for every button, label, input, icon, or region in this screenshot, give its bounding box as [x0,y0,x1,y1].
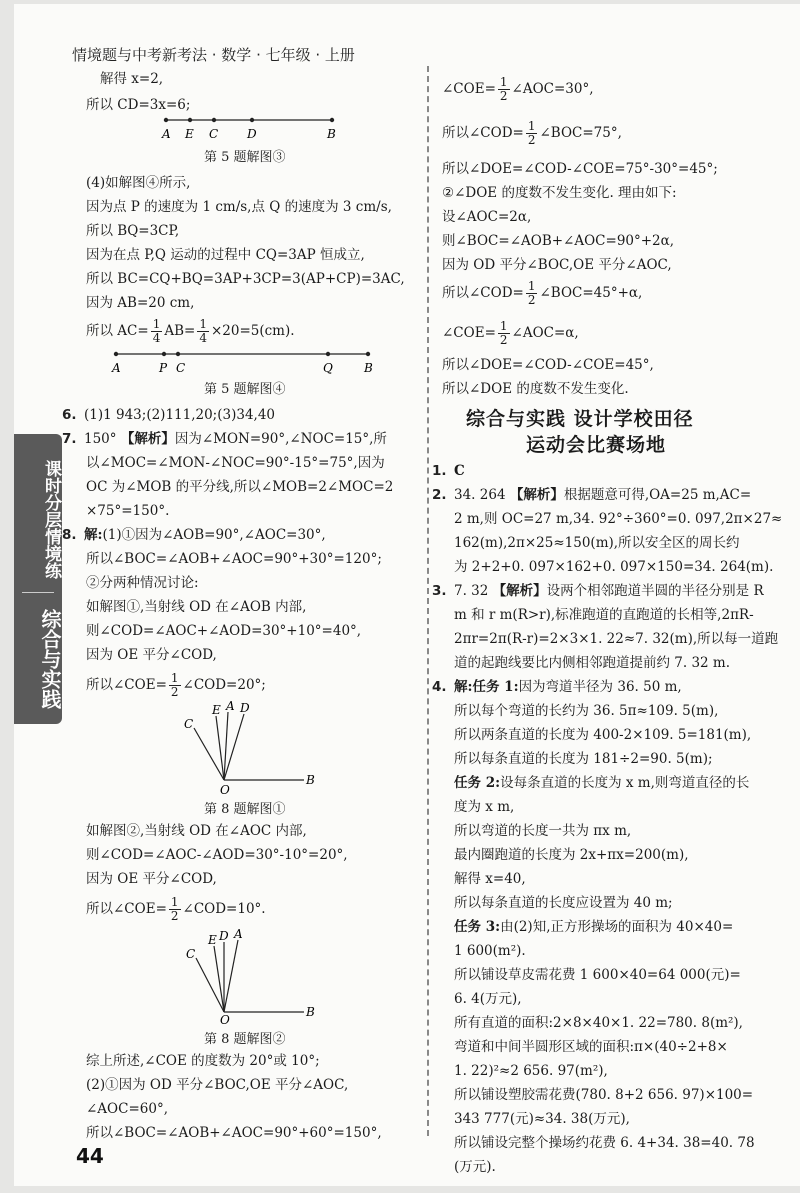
denominator: 2 [170,685,179,699]
numerator: 1 [152,317,161,331]
question-number: 1. [432,463,447,479]
figure-caption: 第 5 题解图③ [204,150,286,165]
fraction [526,120,538,147]
text-run: ∠BOC=45°+α, [539,285,643,301]
label-d: D [240,701,250,715]
text-line: 所以弯道的长度一共为 πx m, [454,823,632,839]
page [14,4,800,1186]
answer-8 [62,526,326,544]
point-b [366,352,370,356]
point-b [330,118,334,122]
ray-oc [194,728,224,780]
label-o: O [220,1013,230,1024]
answer-text: 根据题意可得,OA=25 m,AC= [563,487,752,503]
figure-caption: 第 5 题解图④ [204,382,286,397]
numerator: 1 [527,279,536,293]
answer-text: (1)1 943;(2)111,20;(3)34,40 [84,407,275,423]
answer-text: 因为弯道半径为 36. 50 m, [518,679,682,695]
text-line: 因为 OE 平分∠COD, [86,871,217,887]
text-line: 1. 22)²≈2 656. 97(m²), [454,1063,608,1079]
text-run: 所以∠COD= [442,285,524,301]
figure-caption: 第 8 题解图② [204,1032,286,1047]
answer-text: 7. 32 [454,583,489,599]
text-line: 所以∠BOC=∠AOB+∠AOC=90°+30°=120°; [86,551,382,567]
side-tab-bottom: 综合与实践 [38,609,62,709]
figure-8-1 [174,700,324,800]
text-run: ∠AOC=30°, [511,81,594,97]
denominator: 2 [499,89,508,103]
text-line: 所以铺设塑胶需花费(780. 8+2 656. 97)×100= [454,1087,754,1103]
label-b: B [306,1005,315,1019]
label-o: O [220,783,230,797]
text-line: 343 777(元)≈34. 38(万元), [454,1111,630,1127]
fraction [526,280,538,307]
answer-text: (1)①因为∠AOB=90°,∠AOC=30°, [102,527,326,543]
denominator: 4 [152,331,161,345]
text-line: (2)①因为 OD 平分∠BOC,OE 平分∠AOC, [86,1077,349,1093]
fraction [169,896,181,923]
analysis-tag: 【解析】 [120,431,175,447]
text-line [86,896,266,923]
text-run: ×20=5(cm). [210,323,295,339]
point-e [188,118,192,122]
text-line: 以∠MOC=∠MON-∠NOC=90°-15°=75°,因为 [86,455,385,471]
text-line: 所以铺设完整个操场约花费 6. 4+34. 38=40. 78 [454,1135,755,1151]
label-e: E [208,933,217,947]
text-line: 则∠COD=∠AOC-∠AOD=30°-10°=20°, [86,847,348,863]
point-d [250,118,254,122]
text-line: 如解图①,当射线 OD 在∠AOB 内部, [86,599,307,615]
text-line: 所以∠DOE=∠COD-∠COE=45°, [442,357,654,373]
text-line: 因为 OD 平分∠BOC,OE 平分∠AOC, [442,257,672,273]
denominator: 4 [199,331,207,345]
text-line: 所以每条直道的长度应设置为 40 m; [454,895,673,911]
text-line: 2πr=2π(R-r)=2×3×1. 22≈7. 32(m),所以每一道跑 [454,631,779,647]
task-tag: 解:任务 1: [454,679,519,695]
task-tag: 任务 2: [454,775,501,791]
numerator: 1 [170,895,179,909]
figure-caption: 第 8 题解图① [204,802,286,817]
label-q: Q [323,361,333,375]
text-line: 弯道和中间半圆形区域的面积:π×(40÷2+8× [454,1039,728,1055]
section-title: 运动会比赛场地 [526,434,667,456]
text-line: 6. 4(万元), [454,991,522,1007]
text-line: 则∠COD=∠AOC+∠AOD=30°+10°=40°, [86,623,362,639]
text-run: 设每条直道的长度为 x m,则弯道直径的长 [500,775,750,791]
text-line: (万元). [454,1159,496,1175]
text-line [442,320,579,347]
text-line: m 和 r m(R>r),标准跑道的直跑道的长相等,2πR- [454,607,754,623]
answer-text: 设两个相邻跑道半圆的半径分别是 R [546,583,764,599]
answer-text: 150° [84,431,117,447]
text-line: 所以铺设草皮需花费 1 600×40=64 000(元)= [454,967,741,983]
analysis-tag: 【解析】 [509,487,564,503]
question-number: 6. [62,407,77,423]
text-line [86,318,295,345]
text-line: 度为 x m, [454,799,515,815]
label-b: B [306,773,315,787]
answer-text: 因为∠MON=90°,∠NOC=15°,所 [174,431,387,447]
text-line: 所以∠BOC=∠AOB+∠AOC=90°+60°=150°, [86,1125,382,1141]
point-q [326,352,330,356]
text-line: 所以 BC=CQ+BQ=3AP+3CP=3(AP+CP)=3AC, [86,271,405,287]
label-a: A [112,361,121,375]
point-c [212,118,216,122]
denominator: 2 [170,909,179,923]
question-number: 8. [62,527,77,543]
text-line: 所以∠DOE 的度数不发生变化. [442,381,629,397]
text-line: 设∠AOC=2α, [442,209,532,225]
text-run: 所以∠COE= [86,677,167,693]
point-p [162,352,166,356]
fraction [197,318,209,345]
label-d: D [219,929,229,943]
text-run: 由(2)知,正方形操场的面积为 40×40= [500,919,734,935]
label-e: E [185,127,194,141]
task-tag: 任务 3: [454,919,501,935]
text-run: 所以∠COD= [442,125,524,141]
text-line: 所以每个弯道的长约为 36. 5π≈109. 5(m), [454,703,719,719]
answer-3 [432,582,764,600]
text-run: 所以 AC= [86,323,149,339]
text-line: 2 m,则 OC=27 m,34. 92°÷360°=0. 097,2π×27≈ [454,511,783,527]
text-run: ∠AOC=α, [511,325,579,341]
text-line: 所以∠DOE=∠COD-∠COE=75°-30°=45°; [442,161,718,177]
text-line: 因为 AB=20 cm, [86,295,195,311]
fraction [498,320,510,347]
text-line: 最内圈跑道的长度为 2x+πx=200(m), [454,847,689,863]
text-line: 因为点 P 的速度为 1 cm/s,点 Q 的速度为 3 cm/s, [86,199,392,215]
answer-text: C [454,463,465,479]
text-line: 所有直道的面积:2×8×40×1. 22=780. 8(m²), [454,1015,743,1031]
text-line: 解得 x=2, [100,71,164,87]
text-line: 162(m),2π×25≈150(m),所以安全区的周长约 [454,535,740,551]
analysis-tag: 【解析】 [492,583,547,599]
page-header: 情境题与中考新考法 · 数学 · 七年级 · 上册 [72,46,355,64]
solution-tag: 解: [84,527,103,543]
label-b: B [327,127,336,141]
text-run: ∠COD=10°. [182,901,266,917]
text-line: (4)如解图④所示, [86,175,191,191]
label-c: C [184,717,194,731]
answer-1 [432,462,465,480]
fraction [169,672,181,699]
answer-2 [432,486,751,504]
label-a: A [162,127,171,141]
side-tab [14,434,62,724]
text-line: ②∠DOE 的度数不发生变化. 理由如下: [442,185,677,201]
answer-6 [62,406,275,424]
point-a [114,352,118,356]
text-run: AB= [164,323,196,339]
side-tab-top: 课时分层情境练 [41,459,61,579]
text-run: ∠COD=20°; [182,677,266,693]
column-divider [427,66,429,1136]
text-line: 道的起跑线要比内侧相邻跑道提前约 7. 32 m. [454,655,731,671]
numerator: 1 [499,75,508,89]
text-line [454,774,749,792]
answer-7 [62,430,387,448]
point-c [176,352,180,356]
label-a: A [226,700,235,713]
text-line: 如解图②,当射线 OD 在∠AOC 内部, [86,823,307,839]
label-c: C [186,947,196,961]
label-a: A [234,927,243,941]
side-tab-separator [22,592,54,593]
question-number: 4. [432,679,447,695]
label-d: D [247,127,257,141]
figure-5-4 [106,348,386,378]
text-line: 则∠BOC=∠AOB+∠AOC=90°+2α, [442,233,675,249]
denominator: 2 [499,333,508,347]
text-line: ②分两种情况讨论: [86,575,199,591]
question-number: 3. [432,583,447,599]
text-run: ∠BOC=75°, [539,125,622,141]
question-number: 2. [432,487,447,503]
ray-oa [224,940,238,1012]
text-line: ×75°=150°. [86,503,170,519]
numerator: 1 [527,119,536,133]
text-line: 因为 OE 平分∠COD, [86,647,217,663]
label-p: P [159,361,168,375]
figure-8-2 [174,924,324,1024]
text-run: 所以∠COE= [86,901,167,917]
text-run: ∠COE= [442,325,496,341]
fraction [498,76,510,103]
answer-text: 34. 264 [454,487,506,503]
text-line: 1 600(m²). [454,943,526,959]
section-title: 综合与实践 设计学校田径 [466,408,694,430]
label-c: C [176,361,186,375]
text-line: 因为在点 P,Q 运动的过程中 CQ=3AP 恒成立, [86,247,365,263]
text-line: ∠AOC=60°, [86,1101,168,1117]
text-line [442,76,594,103]
numerator: 1 [199,317,207,331]
text-line [86,672,266,699]
point-a [164,118,168,122]
text-line [442,120,622,147]
text-line: 所以每条直道的长度为 181÷2=90. 5(m); [454,751,713,767]
text-line: 为 2+2+0. 097×162+0. 097×150=34. 264(m). [454,559,774,575]
answer-4 [432,678,682,696]
text-line: 所以 CD=3x=6; [86,97,191,113]
text-line: OC 为∠MOB 的平分线,所以∠MOB=2∠MOC=2 [86,479,394,495]
denominator: 2 [527,293,536,307]
figure-5-3 [154,114,344,144]
text-line: 所以两条直道的长度为 400-2×109. 5=181(m), [454,727,752,743]
label-e: E [212,703,221,717]
question-number: 7. [62,431,77,447]
text-line: 所以 BQ=3CP, [86,223,180,239]
text-line [454,918,733,936]
label-c: C [209,127,219,141]
text-line [442,280,642,307]
denominator: 2 [527,133,536,147]
text-line: 解得 x=40, [454,871,526,887]
label-b: B [364,361,373,375]
page-number: 44 [76,1144,104,1168]
text-run: ∠COE= [442,81,496,97]
numerator: 1 [499,319,508,333]
fraction [151,318,163,345]
ray-oe [216,716,224,780]
numerator: 1 [170,671,179,685]
text-line: 综上所述,∠COE 的度数为 20°或 10°; [86,1053,320,1069]
